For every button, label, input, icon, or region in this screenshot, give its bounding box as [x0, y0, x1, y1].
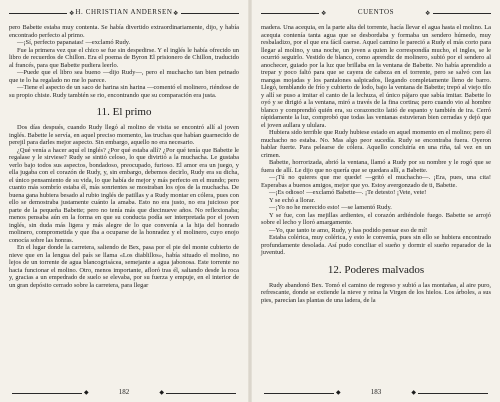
left-page — [0, 0, 248, 402]
paragraph: ¿Qué venía a hacer aquí el inglés? ¿Por qué estaba allí? ¿Por qué tenía que Babette le regalase y le sirviese? Rudy se sintió celoso, lo que divirtió a la muchacha. Le gustaba verlo bajo todos sus aspectos, bondadoso, preocupado, furioso. El amor era un juego, y ella jugaba con el corazón de Rudy, y, sin embargo, debemos decirlo, Rudy era su dicha, el único pensamiento de su vida, lo que había de mejor y más perfecto en el mundo; pero cuanto más sombrío estaba él, más sonrientes se mostraban los ojos de la muchacha. De buena gana hubiera besado al rubio inglés de patillas y a Rudy montar en cólera, pues con ello se demostraba justamente cuánto la amaba. Esto no era justo, no era juicioso por parte de la pequeña Babette; pero no tenía más que diecinueve años. No reflexionaba; menos pensaba aún en la forma en que su conducta podía ser interpretada por el joven inglés, sin duda más ligera y más alegre de lo que convenía a la hija del honrado molinero, comprometida y que iba a ocuparse de la honradez y el molinero, cuyo enojo conocía sobre las honras. — [9, 146, 239, 244]
header-rule — [261, 13, 319, 14]
running-header-author: H. CHRISTIAN ANDERSEN — [75, 8, 173, 16]
paragraph: Y se echó a llorar. — [269, 196, 316, 204]
ornament-icon: ◆ — [84, 390, 89, 396]
ornament-icon: ❖ — [425, 11, 431, 17]
paragraph: —Tiene el aspecto de un saco de harina sin harina —comentó el molinero, riéndose de su propio chiste. Rudy también se rio, encontrando que su comparación era justa. — [9, 84, 239, 99]
header-rule — [433, 13, 491, 14]
paragraph: —¡Sí, perfecto papanatas! —exclamó Rudy. — [17, 39, 131, 46]
paragraph: —Yo, que tanto te amo, Rudy, y has podido pensar eso de mí! — [269, 226, 428, 234]
paragraph: Dos días después, cuando Rudy llegó al molino de visita se encontró allí al joven inglés. Babette le servía, en aquel preciso momento, las truchas que habían guarnecido de perejil para darles mejor aspecto. Sin embargo, aquello no era necesario. — [9, 124, 239, 146]
ornament-icon: ❖ — [69, 11, 75, 17]
ornament-icon: ◆ — [411, 390, 416, 396]
page-number: 182 — [118, 388, 130, 396]
running-header-right — [261, 8, 491, 20]
paragraph: Y se fue, con las mejillas ardientes, el corazón ardiéndole fuego. Babette se arrojó sobre el lecho y lloró amargamente. — [261, 211, 491, 226]
footer-rule — [166, 393, 236, 394]
paragraph: —¡Tú no quieres que me quede! —gritó el muchacho—. ¡Era, pues, una cita! Esperabas a buenos amigos, mejor que yo. Estoy avergonzado de ti, Babette. — [261, 174, 491, 189]
running-header-left — [9, 8, 239, 20]
chapter-heading: 12. Poderes malvados — [327, 263, 425, 276]
ornament-icon: ◆ — [336, 390, 341, 396]
ornament-icon: ◆ — [159, 390, 164, 396]
paragraph: pero Babette estaba muy contenta. Se había divertido extraordinariamente, dijo, y había encontrado perfecto al primo. — [9, 24, 239, 39]
paragraph: Rudy abandonó Bex. Tomó el camino de regreso y subió a las montañas, al aire puro, refrescante, donde se extiende la nieve y reina la Virgen de los hielos. Los árboles, a sus pies, parecían las plantas de una ladera, de la — [261, 281, 491, 304]
right-page — [252, 0, 500, 402]
page-number-left — [0, 388, 248, 398]
running-header-title: CUENTOS — [357, 8, 395, 16]
footer-rule — [12, 393, 82, 394]
chapter-heading: 11. El primo — [96, 106, 152, 118]
footer-rule — [264, 393, 334, 394]
paragraph: —¡Yo no he merecido esto! —se lamentó Rudy. — [269, 204, 392, 211]
paragraph: En el lugar donde la carretera, saliendo de Bex, pasa por el pie del monte cubierto de nieve que en la lengua del país se llama «Los diablillos», había situado el molino, no lejos de un torrente de agua blancogrisácea, semejante a agua jabonosa. Este torrente no hacia funcionar el molino. Otro, menos importante, afloró tras él, saltando desde la roca y, gracias a un empedrado de suelo se elevaba, por su fuerza y empuje, en el interior de un gran depósito cerrado sobre la carretera, para llegar — [9, 244, 239, 289]
footer-rule — [418, 393, 488, 394]
ornament-icon: ❖ — [321, 11, 327, 17]
header-rule — [181, 13, 239, 14]
right-body-text — [261, 24, 491, 304]
page-number-right — [252, 388, 500, 398]
paragraph: Estaba colérica, muy colérica, y esto le convenía, pues sin ello se hubiera encontrado profundamente desolada. Así pudo conciliar el sueño y dormir el sueño reparador de la juventud. — [261, 234, 491, 256]
page-number: 183 — [370, 388, 382, 396]
left-body-text — [9, 24, 239, 289]
paragraph: madera. Una acequia, en la parte alta del torrente, hacía llevar el agua hasta el molino. La acequia contenía tanta agua que se desbordaba y formaba un sendero húmedo, muy resbaladizo, por el que era fácil caerse. Aquel camino le pareció a Rudy el más corto para llegar al molino, y una noche, un joven a quien le correspondía mucho, el ingles, se le ocurrió seguirlo. Vestido de blanco, como aprendiz de molinero, subió por el sendero al anochecer, guiado por la luz que brillaba en la ventana de Babette. No había aprendido a trepar y poco faltó para que se cayera de cabeza en el torrente, pero se salvó con las mangas mojadas y los pantalones salpicados, llegando completamente lleno de barro. Llegó, temblando de frío y cubierto de lodo, bajo la ventana de Babette; trepó al viejo tilo y allí se puso a imitar el canto de la lechuza, el único pájaro que sabía imitar. Babette lo oyó y se dirigió a la ventana, miró a través de la fina cortina; pero cuando vio al hombre blanco y comprendió quién era, su corazoncito latió de espanto y también de ira. Cerró rápidamente la luz, comprobó que todas las ventanas estuvieran bien cerradas y dejó que el joven aullara y ululara. — [261, 24, 491, 129]
paragraph: Fue la primera vez que el chico se fue sin despedirse. Y el inglés le había ofrecido un libro de recuerdos de Chillon. Era el poema de Byron El prisionero de Chillon, traducido al francés, para que Babette pudiera leerlo. — [9, 46, 239, 69]
paragraph: Babette, horrorizada, abrió la ventana, llamó a Rudy por su nombre y le rogó que se fuera de allí. Le dijo que no quería que se quedara allí, a Babette. — [261, 159, 491, 174]
ornament-icon: ❖ — [173, 11, 179, 17]
header-rule — [9, 13, 67, 14]
paragraph: Hubiera sido terrible que Rudy hubiese estado en aquel momento en el molino; pero él muchacho no estaba. No. Mas algo peor sucedía. Rudy se encontraba fuera. Oyeron hablar fuerte. Para pelearse de cólera. Aquello concluiría en una riña, tal vez en un crimen. — [261, 129, 491, 159]
paragraph: —Puede que el libro sea bueno —dijo Rudy—, pero el muchacho tan bien peinado que te lo ha regalado no me lo parece. — [9, 69, 239, 84]
paragraph: —¡Es odioso! —exclamó Babette—. ¡Te detesto! ¡Vete, vete! — [269, 189, 427, 196]
